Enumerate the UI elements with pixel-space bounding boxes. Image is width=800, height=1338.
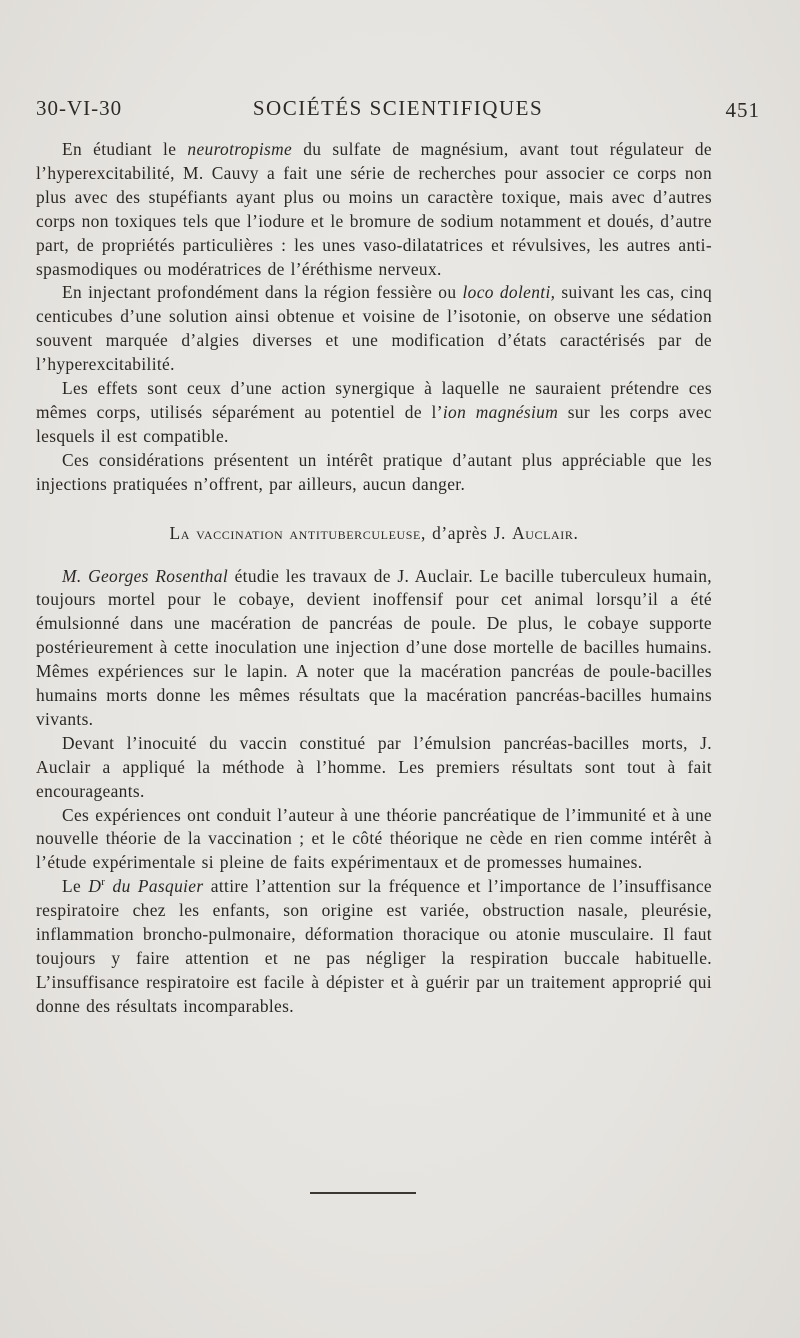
paragraph-text: En injectant profondément dans la région fessière ou [62, 282, 463, 303]
italic-text: ion magnésium [442, 401, 559, 422]
end-rule [310, 1192, 416, 1194]
header-title: SOCIÉTÉS SCIENTIFIQUES [252, 96, 544, 120]
paragraph [36, 138, 712, 281]
paragraph [36, 449, 712, 497]
italic-text: loco dolenti, [462, 282, 556, 303]
paragraph-text: Ces considérations présentent un intérêt pratique d’autant plus appréciable que les injections pratiquées n’offrent, par ailleurs, aucun danger. [36, 449, 712, 494]
paragraph-text: Le [62, 876, 89, 897]
paragraph-text: Devant l’inocuité du vaccin constitué par l’émulsion pancréas-bacilles morts, J. Auclair a appliqué la méthode à l’homme. Les premiers résultats sont tout à fait encourageants. [36, 732, 712, 801]
paragraph-text: du sulfate de magnésium, avant tout régulateur de l’hyperexcitabilité, M. Cauvy a fait une série de recherches pour associer ce corps non plus avec des stupéfiants ayant plus ou moins un caractère toxique, mais avec d’autres corps non toxiques tels que l’iodure et le bromure de sodium notamment et doués, d’autre part, de propriétés particulières : les unes vaso-dilatatrices et révulsives, les autres anti-spasmodiques ou modératrices de l’éréthisme nerveux. [36, 139, 712, 279]
paragraph-text: Les effets sont ceux d’une action synergique à laquelle ne sauraient prétendre ces mêmes corps, utilisés séparément au potentiel de l’ [36, 378, 712, 422]
section-heading-connector: d’après J. [425, 522, 513, 543]
paragraph [36, 565, 712, 732]
paragraph [36, 281, 712, 377]
page-body [36, 138, 712, 1019]
paragraph [36, 732, 712, 804]
paragraph [36, 875, 712, 1018]
section-heading [36, 522, 712, 546]
section-heading-title: La vaccination antituberculeuse, [169, 522, 426, 543]
section-heading-author: Auclair. [512, 522, 579, 543]
paragraph-text: suivant les cas, cinq centicubes d’une solution ainsi obtenue et voisine de l’isotonie, on observe une sédation souvent marquée d’algies diverses et une modification d’états caractérisés par de l’hyperexcitabilité. [36, 282, 712, 375]
paragraph-text: En étudiant le [62, 139, 188, 159]
paragraph-text: r [101, 876, 106, 889]
header-date: 30-VI-30 [36, 96, 123, 120]
paragraph-text: étudie les travaux de J. Auclair. Le bacille tuberculeux humain, toujours mortel pour le cobaye, devient inoffensif pour cet animal lorsqu’il a été émulsionné dans une macération de pancréas de poule. De plus, le cobaye supporte postérieurement à cette inoculation une injection d’une dose mortelle de bacilles humains. Mêmes expériences sur le lapin. A noter que la macération pancréas de poule-bacilles humains morts donne les mêmes résultats que la macération pancréas-bacilles humains vivants. [36, 565, 712, 729]
paragraph-text: sur les corps avec lesquels il est compatible. [36, 401, 712, 446]
page-number: 451 [725, 98, 760, 122]
italic-text: neurotropisme [187, 139, 293, 159]
paragraph-text: attire l’attention sur la fréquence et l’importance de l’insuffisance respiratoire chez les enfants, son origine est variée, obstruction nasale, pleurésie, inflammation broncho-pulmonaire, déformation thoracique ou atonie musculaire. Il faut toujours y faire attention et ne pas négliger la respiration buccale habituelle. L’insuffisance respiratoire est facile à dépister et à guérir par un traitement approprié qui donne des résultats incomparables. [36, 876, 712, 1016]
italic-text: du Pasquier [105, 876, 204, 897]
running-header [36, 96, 760, 126]
bottom-paragraphs [36, 565, 712, 1019]
paragraph-text: Ces expériences ont conduit l’auteur à une théorie pancréatique de l’immunité et à une nouvelle théorie de la vaccination ; et le côté théorique ne cède en rien comme intérêt à l’étude expérimentale si pleine de faits expérimentaux et de promesses humaines. [36, 804, 712, 873]
top-paragraphs [36, 138, 712, 497]
italic-text: M. Georges Rosenthal [62, 565, 229, 586]
paragraph [36, 804, 712, 876]
italic-text: D [88, 876, 102, 897]
paragraph [36, 377, 712, 449]
